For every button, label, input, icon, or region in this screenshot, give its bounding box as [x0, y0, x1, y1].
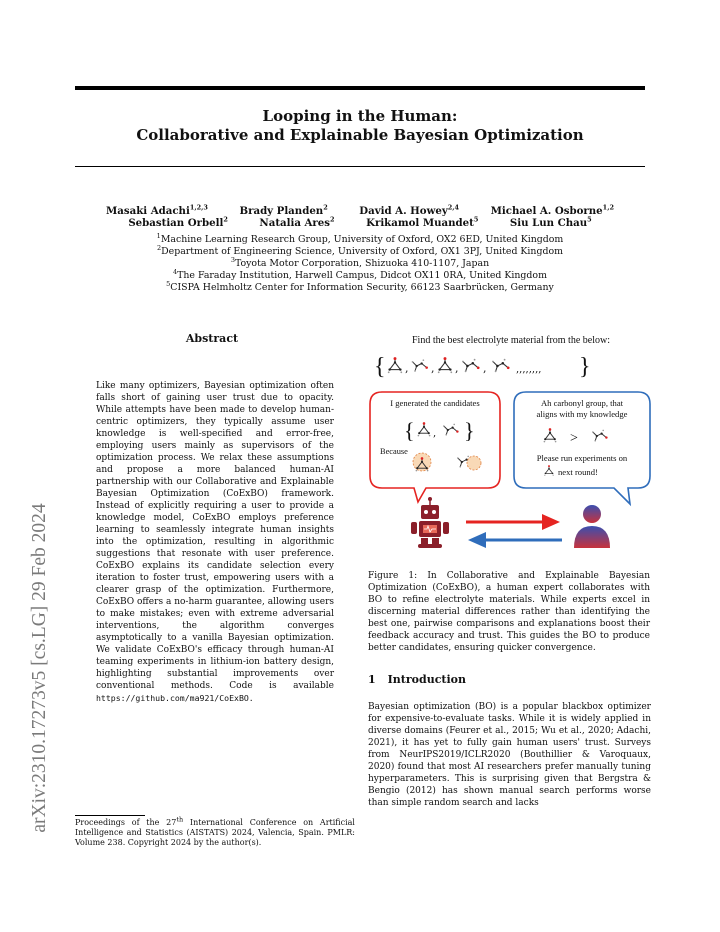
section-heading [368, 673, 466, 686]
author-list [75, 205, 645, 229]
introduction-body: Bayesian optimization (BO) is a popular blackbox optimizer for expensive-to-evaluate tasks. While it is widely applied in diverse domains (Feurer et al., 2015; Wu et al., 2020; Adachi, 2021), it has yet to fully gain human users' trust. Surveys from NeurIPS2019/ICLR2020 (Bouthillier & Varoquaux, 2020) found that most AI researchers prefer manually tuning hyperparameters. This is surprising given that Bergstra & Bengio (2012) has shown manual search performs worse than simple random search and lacks [368, 702, 651, 808]
molecule-icon [492, 359, 510, 373]
author: Michael A. Osborne$^{1,2}$ [490, 203, 614, 217]
footnote-rule [75, 815, 145, 816]
comma: , [483, 362, 487, 375]
robot-icon [411, 497, 449, 548]
footnote: Proceedings of the 27th International Conference on Artificial Intelligence and Statistics (AISTATS) 2024, Valencia, Spain. PMLR: Volume 238. Copyright 2024 by the author(s). [75, 815, 355, 847]
molecule-icon [388, 357, 402, 373]
paper-title [75, 107, 645, 145]
author: Masaki Adachi$^{1,2,3}$ [106, 203, 208, 217]
affiliation: $^2$Department of Engineering Science, University of Oxford, OX1 3PJ, United Kingdom [156, 243, 564, 257]
author-row-1 [75, 205, 645, 217]
author: Krikamol Muandet$^5$ [366, 215, 479, 229]
affiliation: $^5$CISPA Helmholtz Center for Information Security, 66123 Saarbrücken, Germany [166, 279, 554, 293]
author: Brady Planden$^2$ [239, 203, 328, 217]
comma: , [405, 362, 409, 375]
author: Natalia Ares$^2$ [259, 215, 335, 229]
affiliation: $^3$Toyota Motor Corporation, Shizuoka 410-1107, Japan [230, 255, 490, 269]
human-bubble-line-4: next round! [558, 467, 598, 477]
brace-right: } [464, 418, 475, 443]
title-line-2: Collaborative and Explainable Bayesian Optimization [136, 126, 584, 144]
affiliations [75, 231, 645, 294]
molecule-icon [438, 357, 452, 373]
brace-right: } [579, 354, 591, 380]
abstract-heading: Abstract [185, 332, 239, 345]
section-number: 1 [368, 673, 376, 686]
affiliation: $^1$Machine Learning Research Group, University of Oxford, OX2 6ED, United Kingdom [156, 231, 564, 245]
human-bubble-line-3: Please run experiments on [536, 453, 628, 463]
comma: , [455, 362, 459, 375]
code-link[interactable]: https://github.com/ma921/CoExBO. [96, 693, 254, 703]
arrow-right [466, 514, 560, 530]
arxiv-id: arXiv:2310.17273v5 [cs.LG] 29 Feb 2024 [29, 503, 50, 833]
brace-left: { [374, 354, 386, 380]
figure-1 [366, 330, 656, 560]
author: Sebastian Orbell$^2$ [128, 215, 228, 229]
abstract-body [96, 380, 334, 705]
molecule-icon [412, 359, 428, 372]
arxiv-stamp [20, 248, 60, 833]
author-row-2 [75, 217, 645, 229]
top-rule [75, 86, 645, 90]
robot-because: Because [380, 447, 408, 456]
compare-symbol: > [570, 431, 578, 446]
abstract-text: Like many optimizers, Bayesian optimization often falls short of gaining user trust due to opacity. While attempts have been made to develop human-centric optimizers, they typically assume user knowledge is well-specified and error-free, employing users mainly as supervisors of the optimization process. We relax these assumptions and propose a more balanced human-AI partnership with our Collaborative and Explainable Bayesian Optimization (CoExBO) framework. Instead of explicitly requiring a user to provide a knowledge model, CoExBO employs preference learning to seamlessly integrate human insights into the optimization, resulting in algorithmic suggestions that resonate with user preference. CoExBO explains its candidate selection every iteration to foster trust, empowering users with a clearer grasp of the optimization. Furthermore, CoExBO offers a no-harm guarantee, allowing users to make mistakes; even with extreme adversarial interventions, the algorithm converges asymptotically to a vanilla Bayesian optimization. We validate CoExBO's efficacy through human-AI teaming experiments in lithium-ion battery design, highlighting substantial improvements over conventional methods. Code is available [96, 381, 334, 691]
author: David A. Howey$^{2,4}$ [359, 203, 460, 217]
comma: , [431, 362, 435, 375]
title-line-1: Looping in the Human: [262, 107, 458, 125]
robot-bubble-title: I generated the candidates [390, 398, 480, 408]
title-rule [75, 166, 645, 167]
figure-prompt: Find the best electrolyte material from the below: [412, 335, 610, 346]
human-bubble-line-2: aligns with my knowledge [536, 409, 628, 419]
highlight-circle [467, 456, 481, 470]
author: Siu Lun Chau$^5$ [509, 215, 592, 229]
section-title: Introduction [387, 673, 466, 686]
arrow-left [468, 532, 562, 548]
human-bubble-line-1: Ah carbonyl group, that [540, 398, 624, 408]
molecule-icon [462, 359, 480, 373]
candidate-ellipsis: ,,,,,,,, [516, 364, 542, 375]
affiliation: $^4$The Faraday Institution, Harwell Campus, Didcot OX11 0RA, United Kingdom [173, 267, 547, 281]
human-icon [574, 505, 610, 548]
comma: , [433, 428, 437, 439]
brace-left: { [404, 418, 415, 443]
figure-caption: Figure 1: In Collaborative and Explainable Bayesian Optimization (CoExBO), a human expert collaborates with BO to refine electrolyte materials. While experts excel in discerning material differences rather than identifying the best one, pairwise comparisons and explanations boost their feedback accuracy and trust. This guides the BO to produce better candidates, ensuring quicker convergence. [368, 571, 650, 653]
